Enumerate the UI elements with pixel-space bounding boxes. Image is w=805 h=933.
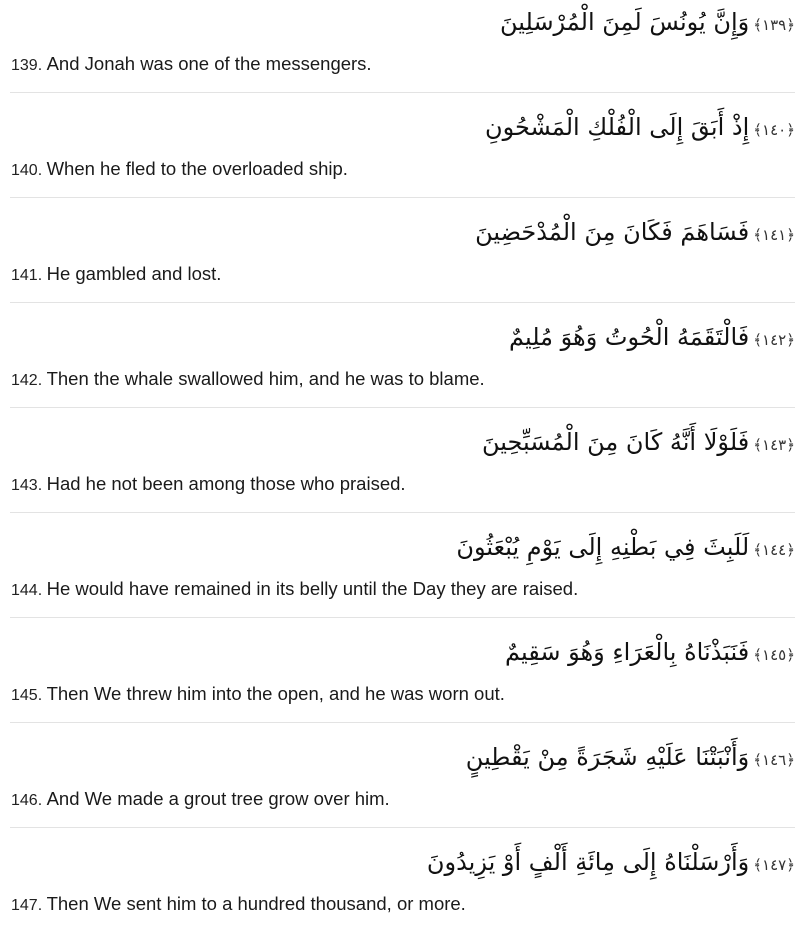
verse-number: 143 bbox=[11, 477, 38, 494]
arabic-text bbox=[466, 737, 795, 780]
translation-text: Then We sent him to a hundred thousand, or more. bbox=[46, 893, 466, 914]
ayah-number-marker: ﴿١٣٩﴾ bbox=[753, 16, 795, 34]
ayah-number-marker: ﴿١٤٠﴾ bbox=[753, 121, 795, 139]
arabic-verse: لَلَبِثَ فِي بَطْنِهِ إِلَى يَوْمِ يُبْعَثُونَ bbox=[456, 533, 750, 561]
arabic-text bbox=[427, 842, 795, 885]
verse-147 bbox=[0, 828, 805, 933]
verse-number: 145 bbox=[11, 687, 38, 704]
verse-144 bbox=[0, 513, 805, 618]
arabic-text bbox=[482, 422, 795, 465]
arabic-verse: فَلَوْلَا أَنَّهُ كَانَ مِنَ الْمُسَبِّحِينَ bbox=[482, 428, 750, 456]
ayah-number-marker: ﴿١٤٤﴾ bbox=[753, 541, 795, 559]
translation: 145. Then We threw him into the open, and he was worn out. bbox=[11, 683, 505, 704]
arabic-text bbox=[509, 317, 795, 360]
verse-number: 141 bbox=[11, 267, 38, 284]
verse-140 bbox=[0, 93, 805, 198]
ayah-number-marker: ﴿١٤٧﴾ bbox=[753, 856, 795, 874]
translation-text: He would have remained in its belly until the Day they are raised. bbox=[46, 578, 579, 599]
translation: 146. And We made a grout tree grow over him. bbox=[11, 788, 390, 809]
translation-text: Then the whale swallowed him, and he was to blame. bbox=[46, 368, 485, 389]
ayah-number-marker: ﴿١٤١﴾ bbox=[753, 226, 795, 244]
arabic-text bbox=[456, 527, 795, 570]
ayah-number-marker: ﴿١٤٢﴾ bbox=[753, 331, 795, 349]
arabic-text bbox=[485, 107, 795, 150]
arabic-verse: فَنَبَذْنَاهُ بِالْعَرَاءِ وَهُوَ سَقِيمٌ bbox=[505, 638, 750, 666]
arabic-verse: فَالْتَقَمَهُ الْحُوتُ وَهُوَ مُلِيمٌ bbox=[509, 323, 750, 351]
verse-142 bbox=[0, 303, 805, 408]
verse-146 bbox=[0, 723, 805, 828]
translation: 142. Then the whale swallowed him, and he was to blame. bbox=[11, 368, 485, 389]
translation-text: Had he not been among those who praised. bbox=[46, 473, 406, 494]
arabic-text bbox=[475, 212, 795, 255]
translation-text: And We made a grout tree grow over him. bbox=[46, 788, 390, 809]
ayah-number-marker: ﴿١٤٦﴾ bbox=[753, 751, 795, 769]
arabic-verse: وَأَنْبَتْنَا عَلَيْهِ شَجَرَةً مِنْ يَقْطِينٍ bbox=[465, 743, 750, 771]
translation: 147. Then We sent him to a hundred thousand, or more. bbox=[11, 893, 466, 914]
verse-139 bbox=[0, 0, 805, 93]
ayah-number-marker: ﴿١٤٥﴾ bbox=[753, 646, 795, 664]
arabic-verse: إِذْ أَبَقَ إِلَى الْفُلْكِ الْمَشْحُونِ bbox=[484, 113, 750, 141]
translation: 143. Had he not been among those who praised. bbox=[11, 473, 406, 494]
arabic-text bbox=[505, 632, 795, 675]
verse-number: 139 bbox=[11, 57, 38, 74]
translation: 144. He would have remained in its belly until the Day they are raised. bbox=[11, 578, 579, 599]
arabic-verse: فَسَاهَمَ فَكَانَ مِنَ الْمُدْحَضِينَ bbox=[475, 218, 750, 246]
translation: 140. When he fled to the overloaded ship. bbox=[11, 158, 348, 179]
verse-number: 146 bbox=[11, 792, 38, 809]
translation-text: And Jonah was one of the messengers. bbox=[46, 53, 372, 74]
verse-number: 142 bbox=[11, 372, 38, 389]
arabic-verse: وَإِنَّ يُونُسَ لَمِنَ الْمُرْسَلِينَ bbox=[499, 8, 750, 36]
verse-141 bbox=[0, 198, 805, 303]
verse-143 bbox=[0, 408, 805, 513]
arabic-text bbox=[500, 2, 795, 45]
verse-number: 140 bbox=[11, 162, 38, 179]
verse-145 bbox=[0, 618, 805, 723]
translation-text: When he fled to the overloaded ship. bbox=[46, 158, 348, 179]
verse-number: 144 bbox=[11, 582, 38, 599]
translation: 141. He gambled and lost. bbox=[11, 263, 222, 284]
translation: 139. And Jonah was one of the messengers. bbox=[11, 53, 372, 74]
verse-number: 147 bbox=[11, 897, 38, 914]
ayah-number-marker: ﴿١٤٣﴾ bbox=[753, 436, 795, 454]
arabic-verse: وَأَرْسَلْنَاهُ إِلَى مِائَةِ أَلْفٍ أَوْ يَزِيدُونَ bbox=[426, 848, 750, 876]
translation-text: Then We threw him into the open, and he was worn out. bbox=[46, 683, 505, 704]
translation-text: He gambled and lost. bbox=[46, 263, 222, 284]
